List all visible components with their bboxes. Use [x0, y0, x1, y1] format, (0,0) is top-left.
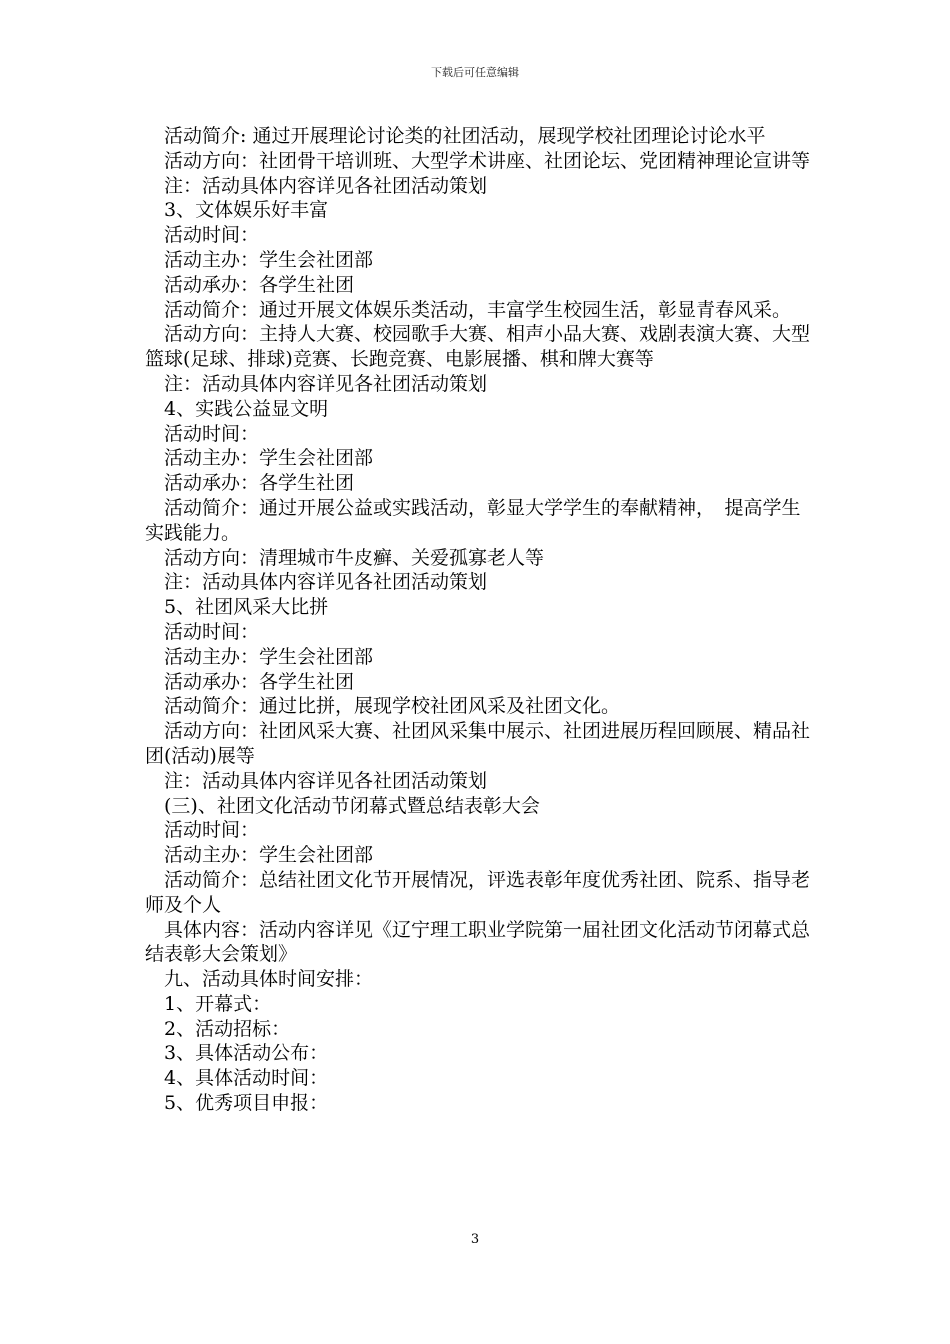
paragraph: 活动简介：通过开展文体娱乐类活动，丰富学生校园生活，彰显青春风采。	[145, 298, 792, 321]
list-item: 5、优秀项目申报：	[145, 1092, 329, 1115]
paragraph: 活动方向：清理城市牛皮癣、关爱孤寡老人等	[145, 546, 545, 569]
paragraph: 注：活动具体内容详见各社团活动策划	[145, 571, 488, 594]
paragraph: 活动时间：	[145, 819, 260, 842]
paragraph: 活动承办：各学生社团	[145, 670, 355, 693]
paragraph: 活动方向：社团骨干培训班、大型学术讲座、社团论坛、党团精神理论宣讲等	[145, 149, 811, 172]
page-number: 3	[470, 1232, 480, 1247]
page-header: 下载后可任意编辑	[431, 66, 519, 79]
paragraph: 注：活动具体内容详见各社团活动策划	[145, 372, 488, 395]
paragraph: 活动时间：	[145, 620, 260, 643]
paragraph: 注：活动具体内容详见各社团活动策划	[145, 174, 488, 197]
paragraph: 活动承办：各学生社团	[145, 472, 355, 495]
paragraph: 活动简介：通过比拼，展现学校社团风采及社团文化。	[145, 695, 621, 718]
paragraph: 活动承办：各学生社团	[145, 273, 355, 296]
paragraph: 活动时间：	[145, 422, 260, 445]
list-item: 3、具体活动公布：	[145, 1042, 329, 1065]
paragraph: 活动方向：社团风采大赛、社团风采集中展示、社团进展历程回顾展、精品社团(活动)展等	[145, 720, 811, 767]
list-item: 1、开幕式：	[145, 992, 272, 1015]
paragraph: 活动时间：	[145, 224, 260, 247]
list-item: 2、活动招标：	[145, 1017, 291, 1040]
paragraph: 活动主办：学生会社团部	[145, 447, 374, 470]
paragraph: 具体内容：活动内容详见《辽宁理工职业学院第一届社团文化活动节闭幕式总结表彰大会策划》	[145, 918, 811, 966]
section-heading: (三)、社团文化活动节闭幕式暨总结表彰大会	[145, 794, 540, 817]
paragraph: 活动简介：总结社团文化节开展情况，评选表彰年度优秀社团、院系、指导老师及个人	[145, 868, 811, 916]
paragraph: 活动主办：学生会社团部	[145, 248, 374, 271]
document-body	[145, 124, 813, 1116]
paragraph: 活动主办：学生会社团部	[145, 844, 374, 867]
paragraph: 活动主办：学生会社团部	[145, 645, 374, 668]
paragraph: 活动方向：主持人大赛、校园歌手大赛、相声小品大赛、戏剧表演大赛、大型篮球(足球、排球)竞赛、长跑竞赛、电影展播、棋和牌大赛等	[145, 323, 811, 371]
paragraph: 注：活动具体内容详见各社团活动策划	[145, 769, 488, 792]
paragraph: 活动简介：通过开展公益或实践活动，彰显大学学生的奉献精神， 提高学生实践能力。	[145, 496, 801, 544]
list-item: 4、具体活动时间：	[145, 1067, 329, 1090]
paragraph: 活动简介: 通过开展理论讨论类的社团活动，展现学校社团理论讨论水平	[145, 125, 766, 147]
section-heading: 九、活动具体时间安排：	[145, 968, 374, 991]
section-heading: 5、社团风采大比拼	[145, 596, 329, 619]
section-heading: 3、文体娱乐好丰富	[145, 199, 329, 222]
section-heading: 4、实践公益显文明	[145, 397, 329, 420]
